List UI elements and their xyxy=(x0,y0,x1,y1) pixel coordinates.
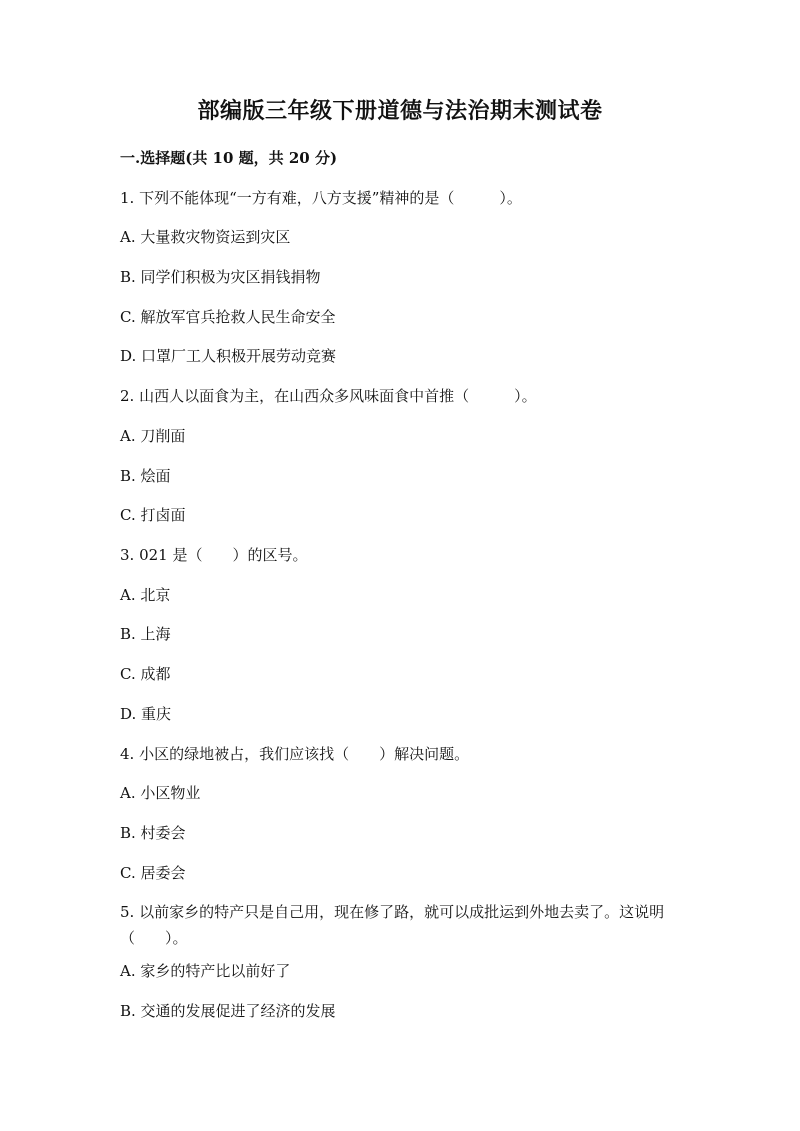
question-3-stem: 3. 021 是（ ）的区号。 xyxy=(120,546,308,564)
question-1-option-d: D. 口罩厂工人积极开展劳动竞赛 xyxy=(120,347,337,365)
question-4-option-a: A. 小区物业 xyxy=(120,784,201,802)
question-2-option-a: A. 刀削面 xyxy=(120,427,186,445)
question-2-option-c: C. 打卤面 xyxy=(120,506,186,524)
page-title: 部编版三年级下册道德与法治期末测试卷 xyxy=(197,98,603,124)
question-1-option-b: B. 同学们积极为灾区捐钱捐物 xyxy=(120,268,321,286)
question-2-stem: 2. 山西人以面食为主，在山西众多风味面食中首推（ ）。 xyxy=(120,387,537,405)
question-3-option-c: C. 成都 xyxy=(120,665,171,683)
question-2-option-b: B. 烩面 xyxy=(120,467,171,485)
question-3-option-a: A. 北京 xyxy=(120,586,171,604)
question-5-option-b: B. 交通的发展促进了经济的发展 xyxy=(120,1002,336,1020)
section-heading: 一.选择题(共 10 题，共 20 分) xyxy=(120,149,338,167)
question-4-stem: 4. 小区的绿地被占，我们应该找（ ）解决问题。 xyxy=(120,745,470,763)
question-5-stem: 5. 以前家乡的特产只是自己用，现在修了路，就可以成批运到外地去卖了。这说明（ ）。 xyxy=(120,903,665,947)
question-4-option-c: C. 居委会 xyxy=(120,864,186,882)
question-4-option-b: B. 村委会 xyxy=(120,824,186,842)
question-1-option-a: A. 大量救灾物资运到灾区 xyxy=(120,228,291,246)
question-3-option-d: D. 重庆 xyxy=(120,705,172,723)
question-1-option-c: C. 解放军官兵抢救人民生命安全 xyxy=(120,308,336,326)
question-3-option-b: B. 上海 xyxy=(120,625,171,643)
question-5-option-a: A. 家乡的特产比以前好了 xyxy=(120,962,291,980)
question-1-stem: 1. 下列不能体现“一方有难，八方支援”精神的是（ ）。 xyxy=(120,189,522,207)
